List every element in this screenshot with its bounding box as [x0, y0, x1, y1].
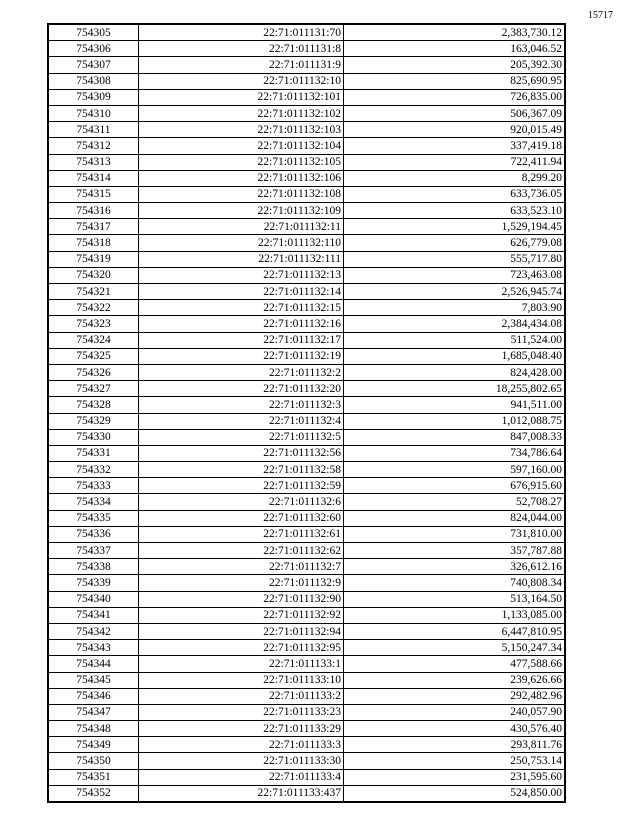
table-row [49, 154, 565, 170]
row-number-cell: 754320 [49, 267, 139, 283]
table-row [49, 251, 565, 267]
cadastral-number-cell: 22:71:011132:5 [139, 429, 344, 445]
row-number-cell: 754348 [49, 721, 139, 737]
value-cell: 626,779.08 [344, 235, 565, 251]
table-row [49, 526, 565, 542]
value-cell: 734,786.64 [344, 445, 565, 461]
value-cell: 7,803.90 [344, 300, 565, 316]
table-row [49, 688, 565, 704]
value-cell: 847,008.33 [344, 429, 565, 445]
row-number-cell: 754331 [49, 445, 139, 461]
cadastral-number-cell: 22:71:011132:58 [139, 462, 344, 478]
row-number-cell: 754319 [49, 251, 139, 267]
table-row [49, 785, 565, 801]
row-number-cell: 754316 [49, 203, 139, 219]
row-number-cell: 754329 [49, 413, 139, 429]
row-number-cell: 754343 [49, 640, 139, 656]
table-row [49, 138, 565, 154]
value-cell: 1,685,048.40 [344, 348, 565, 364]
table-row [49, 364, 565, 380]
row-number-cell: 754349 [49, 737, 139, 753]
value-cell: 633,736.05 [344, 186, 565, 202]
row-number-cell: 754321 [49, 284, 139, 300]
cadastral-number-cell: 22:71:011132:104 [139, 138, 344, 154]
value-cell: 723,463.08 [344, 267, 565, 283]
row-number-cell: 754313 [49, 154, 139, 170]
cadastral-number-cell: 22:71:011132:6 [139, 494, 344, 510]
cadastral-number-cell: 22:71:011133:3 [139, 737, 344, 753]
value-cell: 52,708.27 [344, 494, 565, 510]
cadastral-number-cell: 22:71:011132:16 [139, 316, 344, 332]
value-cell: 524,850.00 [344, 785, 565, 801]
table-row [49, 25, 565, 41]
cadastral-number-cell: 22:71:011132:62 [139, 543, 344, 559]
cadastral-number-cell: 22:71:011132:2 [139, 364, 344, 380]
cadastral-number-cell: 22:71:011132:20 [139, 381, 344, 397]
table-row [49, 591, 565, 607]
value-cell: 357,787.88 [344, 543, 565, 559]
table-row [49, 769, 565, 785]
cadastral-number-cell: 22:71:011133:30 [139, 753, 344, 769]
table-row [49, 105, 565, 121]
row-number-cell: 754328 [49, 397, 139, 413]
cadastral-number-cell: 22:71:011132:92 [139, 607, 344, 623]
value-cell: 722,411.94 [344, 154, 565, 170]
value-cell: 824,428.00 [344, 364, 565, 380]
cadastral-number-cell: 22:71:011132:94 [139, 623, 344, 639]
row-number-cell: 754314 [49, 170, 139, 186]
cadastral-number-cell: 22:71:011132:17 [139, 332, 344, 348]
value-cell: 337,419.18 [344, 138, 565, 154]
table-body [49, 25, 565, 802]
cadastral-number-cell: 22:71:011131:70 [139, 25, 344, 41]
cadastral-number-cell: 22:71:011132:111 [139, 251, 344, 267]
value-cell: 293,811.76 [344, 737, 565, 753]
row-number-cell: 754308 [49, 73, 139, 89]
value-cell: 726,835.00 [344, 89, 565, 105]
table-row [49, 170, 565, 186]
value-cell: 1,012,088.75 [344, 413, 565, 429]
value-cell: 5,150,247.34 [344, 640, 565, 656]
table-row [49, 413, 565, 429]
row-number-cell: 754318 [49, 235, 139, 251]
row-number-cell: 754311 [49, 122, 139, 138]
cadastral-number-cell: 22:71:011132:59 [139, 478, 344, 494]
row-number-cell: 754337 [49, 543, 139, 559]
table-row [49, 219, 565, 235]
value-cell: 511,524.00 [344, 332, 565, 348]
table-row [49, 445, 565, 461]
row-number-cell: 754350 [49, 753, 139, 769]
row-number-cell: 754330 [49, 429, 139, 445]
cadastral-number-cell: 22:71:011132:101 [139, 89, 344, 105]
cadastral-number-cell: 22:71:011133:23 [139, 704, 344, 720]
row-number-cell: 754351 [49, 769, 139, 785]
table-row [49, 494, 565, 510]
row-number-cell: 754305 [49, 25, 139, 41]
value-cell: 740,808.34 [344, 575, 565, 591]
cadastral-number-cell: 22:71:011133:29 [139, 721, 344, 737]
value-cell: 240,057.90 [344, 704, 565, 720]
row-number-cell: 754333 [49, 478, 139, 494]
table-row [49, 348, 565, 364]
table-row [49, 429, 565, 445]
value-cell: 2,384,434.08 [344, 316, 565, 332]
table-row [49, 397, 565, 413]
cadastral-number-cell: 22:71:011132:105 [139, 154, 344, 170]
cadastral-number-cell: 22:71:011132:60 [139, 510, 344, 526]
value-cell: 941,511.00 [344, 397, 565, 413]
cadastral-number-cell: 22:71:011132:19 [139, 348, 344, 364]
table-row [49, 607, 565, 623]
value-cell: 430,576.40 [344, 721, 565, 737]
row-number-cell: 754317 [49, 219, 139, 235]
cadastral-number-cell: 22:71:011132:109 [139, 203, 344, 219]
value-cell: 825,690.95 [344, 73, 565, 89]
cadastral-number-cell: 22:71:011132:90 [139, 591, 344, 607]
cadastral-number-cell: 22:71:011132:11 [139, 219, 344, 235]
cadastral-number-cell: 22:71:011131:9 [139, 57, 344, 73]
cadastral-number-cell: 22:71:011132:108 [139, 186, 344, 202]
table-row [49, 332, 565, 348]
value-cell: 239,626.66 [344, 672, 565, 688]
table-row [49, 186, 565, 202]
cadastral-number-cell: 22:71:011132:106 [139, 170, 344, 186]
value-cell: 231,595.60 [344, 769, 565, 785]
value-cell: 731,810.00 [344, 526, 565, 542]
value-cell: 292,482.96 [344, 688, 565, 704]
row-number-cell: 754332 [49, 462, 139, 478]
value-cell: 555,717.80 [344, 251, 565, 267]
value-cell: 326,612.16 [344, 559, 565, 575]
table-row [49, 543, 565, 559]
row-number-cell: 754325 [49, 348, 139, 364]
cadastral-number-cell: 22:71:011133:10 [139, 672, 344, 688]
value-cell: 250,753.14 [344, 753, 565, 769]
table-row [49, 41, 565, 57]
cadastral-number-cell: 22:71:011132:10 [139, 73, 344, 89]
value-cell: 1,529,194.45 [344, 219, 565, 235]
value-cell: 676,915.60 [344, 478, 565, 494]
value-cell: 1,133,085.00 [344, 607, 565, 623]
cadastral-number-cell: 22:71:011132:56 [139, 445, 344, 461]
row-number-cell: 754334 [49, 494, 139, 510]
cadastral-number-cell: 22:71:011132:14 [139, 284, 344, 300]
value-cell: 205,392.30 [344, 57, 565, 73]
table-row [49, 235, 565, 251]
value-cell: 513,164.50 [344, 591, 565, 607]
cadastral-number-cell: 22:71:011132:7 [139, 559, 344, 575]
table-row [49, 704, 565, 720]
row-number-cell: 754307 [49, 57, 139, 73]
row-number-cell: 754339 [49, 575, 139, 591]
cadastral-number-cell: 22:71:011131:8 [139, 41, 344, 57]
table-row [49, 478, 565, 494]
value-cell: 506,367.09 [344, 105, 565, 121]
row-number-cell: 754342 [49, 623, 139, 639]
cadastral-number-cell: 22:71:011132:103 [139, 122, 344, 138]
row-number-cell: 754322 [49, 300, 139, 316]
cadastral-number-cell: 22:71:011132:110 [139, 235, 344, 251]
cadastral-number-cell: 22:71:011133:1 [139, 656, 344, 672]
value-cell: 597,160.00 [344, 462, 565, 478]
table-row [49, 737, 565, 753]
row-number-cell: 754336 [49, 526, 139, 542]
table-row [49, 575, 565, 591]
table-row [49, 267, 565, 283]
cadastral-number-cell: 22:71:011132:95 [139, 640, 344, 656]
value-cell: 477,588.66 [344, 656, 565, 672]
row-number-cell: 754323 [49, 316, 139, 332]
row-number-cell: 754327 [49, 381, 139, 397]
table-row [49, 284, 565, 300]
table-row [49, 300, 565, 316]
value-cell: 18,255,802.65 [344, 381, 565, 397]
row-number-cell: 754306 [49, 41, 139, 57]
row-number-cell: 754310 [49, 105, 139, 121]
cadastral-number-cell: 22:71:011133:2 [139, 688, 344, 704]
table-row [49, 122, 565, 138]
table-row [49, 753, 565, 769]
row-number-cell: 754335 [49, 510, 139, 526]
registry-table [48, 24, 565, 802]
table-row [49, 559, 565, 575]
value-cell: 2,526,945.74 [344, 284, 565, 300]
row-number-cell: 754347 [49, 704, 139, 720]
cadastral-number-cell: 22:71:011132:3 [139, 397, 344, 413]
cadastral-number-cell: 22:71:011133:437 [139, 785, 344, 801]
row-number-cell: 754352 [49, 785, 139, 801]
cadastral-number-cell: 22:71:011132:61 [139, 526, 344, 542]
page-number: 15717 [588, 10, 613, 21]
row-number-cell: 754309 [49, 89, 139, 105]
table-row [49, 510, 565, 526]
table-row [49, 640, 565, 656]
value-cell: 633,523.10 [344, 203, 565, 219]
row-number-cell: 754346 [49, 688, 139, 704]
table-row [49, 381, 565, 397]
cadastral-number-cell: 22:71:011132:4 [139, 413, 344, 429]
value-cell: 8,299.20 [344, 170, 565, 186]
table-row [49, 656, 565, 672]
row-number-cell: 754344 [49, 656, 139, 672]
row-number-cell: 754340 [49, 591, 139, 607]
value-cell: 2,383,730.12 [344, 25, 565, 41]
cadastral-number-cell: 22:71:011133:4 [139, 769, 344, 785]
row-number-cell: 754338 [49, 559, 139, 575]
value-cell: 6,447,810.95 [344, 623, 565, 639]
row-number-cell: 754312 [49, 138, 139, 154]
row-number-cell: 754324 [49, 332, 139, 348]
cadastral-number-cell: 22:71:011132:15 [139, 300, 344, 316]
row-number-cell: 754341 [49, 607, 139, 623]
row-number-cell: 754345 [49, 672, 139, 688]
table-row [49, 203, 565, 219]
value-cell: 163,046.52 [344, 41, 565, 57]
table-row [49, 462, 565, 478]
table-row [49, 57, 565, 73]
cadastral-number-cell: 22:71:011132:102 [139, 105, 344, 121]
table-row [49, 623, 565, 639]
table-row [49, 89, 565, 105]
table-row [49, 73, 565, 89]
value-cell: 920,015.49 [344, 122, 565, 138]
row-number-cell: 754326 [49, 364, 139, 380]
table-row [49, 316, 565, 332]
table-row [49, 721, 565, 737]
cadastral-number-cell: 22:71:011132:13 [139, 267, 344, 283]
value-cell: 824,044.00 [344, 510, 565, 526]
row-number-cell: 754315 [49, 186, 139, 202]
table-row [49, 672, 565, 688]
cadastral-number-cell: 22:71:011132:9 [139, 575, 344, 591]
